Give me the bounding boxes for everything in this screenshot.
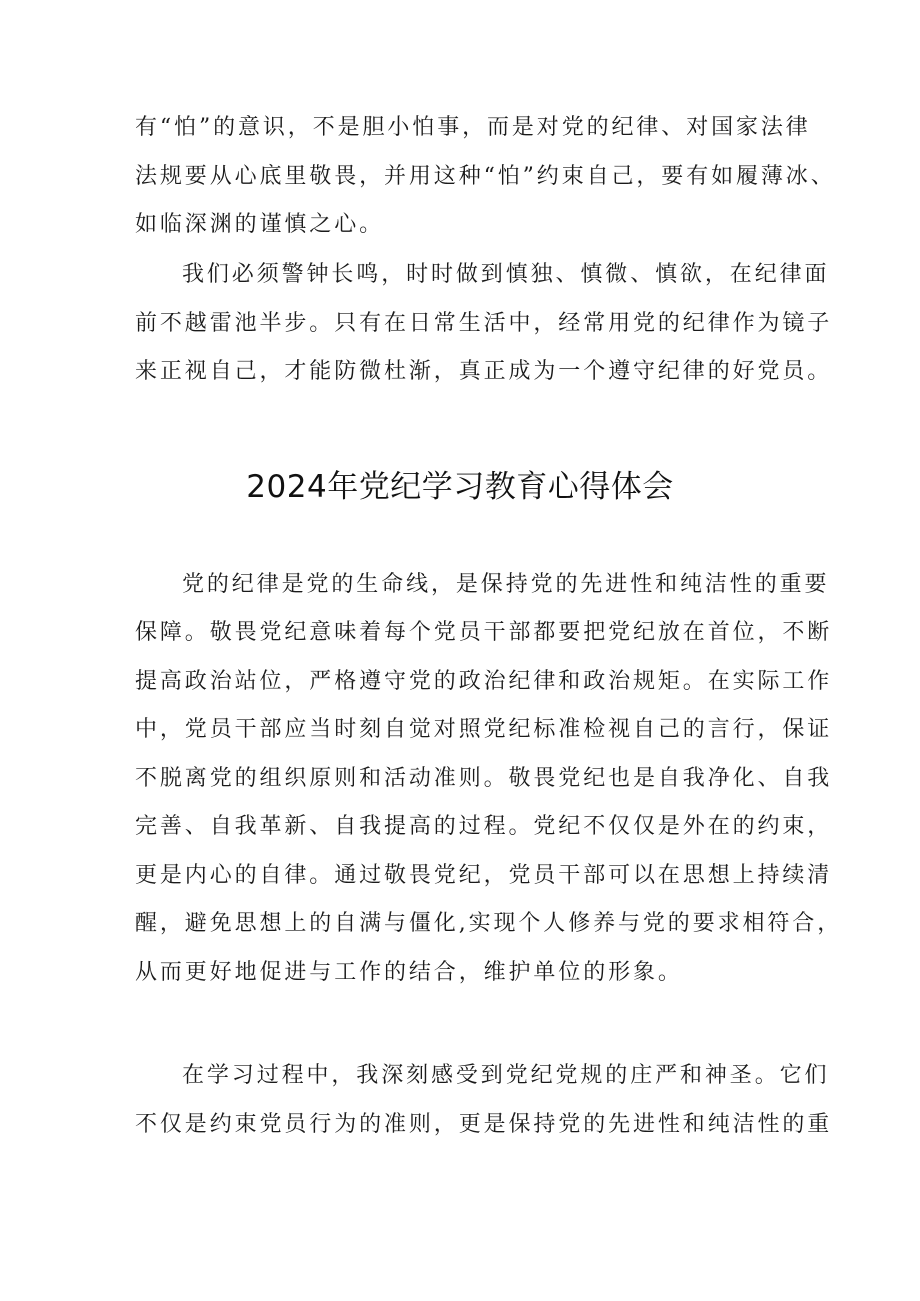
paragraph-line: 有“怕”的意识，不是胆小怕事，而是对党的纪律、对国家法律 xyxy=(135,115,811,140)
paragraph-line: 前不越雷池半步。只有在日常生活中，经常用党的纪律作为镜子 xyxy=(135,311,833,336)
paragraph-line: 醒，避免思想上的自满与僵化,实现个人修养与党的要求相符合， xyxy=(135,911,843,936)
paragraph-line: 在学习过程中，我深刻感受到党纪党规的庄严和神圣。它们 xyxy=(182,1063,830,1088)
paragraph-line: 如临深渊的谨慎之心。 xyxy=(135,212,385,237)
paragraph-line: 从而更好地促进与工作的结合，维护单位的形象。 xyxy=(135,960,683,985)
paragraph-line: 保障。敬畏党纪意味着每个党员干部都要把党纪放在首位，不断 xyxy=(135,620,833,645)
paragraph-line: 党的纪律是党的生命线，是保持党的先进性和纯洁性的重要 xyxy=(182,572,830,597)
document-title: 2024年党纪学习教育心得体会 xyxy=(246,469,674,505)
paragraph-line: 法规要从心底里敬畏，并用这种“怕”约束自己，要有如履薄冰、 xyxy=(135,164,836,189)
paragraph-line: 中，党员干部应当时刻自觉对照党纪标准检视自己的言行，保证 xyxy=(135,717,833,742)
paragraph-line: 更是内心的自律。通过敬畏党纪，党员干部可以在思想上持续清 xyxy=(135,863,833,888)
paragraph-line: 我们必须警钟长鸣，时时做到慎独、慎微、慎欲，在纪律面 xyxy=(182,262,830,287)
paragraph-line: 来正视自己，才能防微杜渐，真正成为一个遵守纪律的好党员。 xyxy=(135,359,833,384)
paragraph-line: 不脱离党的组织原则和活动准则。敬畏党纪也是自我净化、自我 xyxy=(135,766,833,791)
paragraph-line: 提高政治站位，严格遵守党的政治纪律和政治规矩。在实际工作 xyxy=(135,669,833,694)
paragraph-line: 不仅是约束党员行为的准则，更是保持党的先进性和纯洁性的重 xyxy=(135,1112,833,1137)
paragraph-line: 完善、自我革新、自我提高的过程。党纪不仅仅是外在的约束， xyxy=(135,814,833,839)
